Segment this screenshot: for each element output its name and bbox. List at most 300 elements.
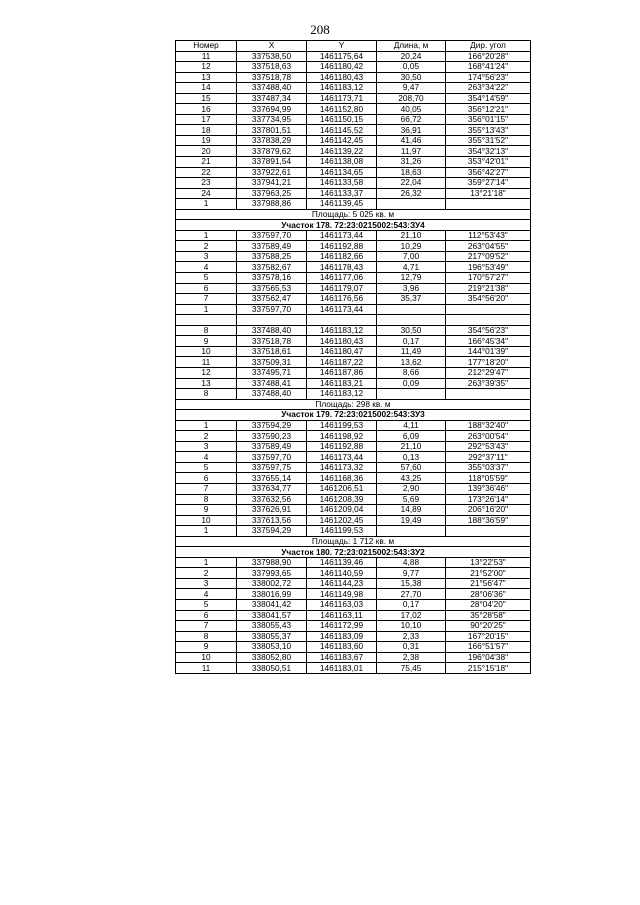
segment-length [377, 304, 446, 315]
point-number: 1 [176, 304, 237, 315]
point-number: 21 [176, 157, 237, 168]
point-number: 4 [176, 262, 237, 273]
point-number: 14 [176, 83, 237, 94]
bearing-angle: 355°13'43" [446, 125, 531, 136]
point-number: 17 [176, 114, 237, 125]
table-body [176, 51, 531, 673]
bearing-angle: 166°51'57" [446, 642, 531, 653]
x-coordinate: 337518,61 [237, 346, 307, 357]
x-coordinate: 338055,37 [237, 631, 307, 642]
area-summary: Площадь: 298 кв. м [176, 399, 531, 410]
table-row [176, 652, 531, 663]
bearing-angle: 21°56'47" [446, 578, 531, 589]
bearing-angle: 90°20'25" [446, 621, 531, 632]
segment-length: 10,10 [377, 621, 446, 632]
table-row [176, 473, 531, 484]
point-number: 22 [176, 167, 237, 178]
point-number: 5 [176, 462, 237, 473]
point-number: 2 [176, 241, 237, 252]
segment-length: 41,46 [377, 135, 446, 146]
y-coordinate: 1461138,08 [307, 157, 377, 168]
table-row [176, 51, 531, 62]
x-coordinate: 337632,56 [237, 494, 307, 505]
x-coordinate: 337488,40 [237, 83, 307, 94]
header-bearing: Дир. угол [446, 41, 531, 52]
bearing-angle [446, 315, 531, 326]
table-row [176, 146, 531, 157]
y-coordinate: 1461140,59 [307, 568, 377, 579]
segment-length: 66,72 [377, 114, 446, 125]
table-row [176, 273, 531, 284]
segment-length: 30,50 [377, 72, 446, 83]
x-coordinate: 337518,78 [237, 336, 307, 347]
table-row [176, 336, 531, 347]
y-coordinate: 1461206,51 [307, 483, 377, 494]
y-coordinate: 1461145,52 [307, 125, 377, 136]
x-coordinate: 337922,61 [237, 167, 307, 178]
segment-length [377, 315, 446, 326]
y-coordinate: 1461180,42 [307, 62, 377, 73]
table-row [176, 251, 531, 262]
point-number: 1 [176, 526, 237, 537]
segment-length: 11,49 [377, 346, 446, 357]
point-number: 19 [176, 135, 237, 146]
y-coordinate: 1461183,12 [307, 389, 377, 400]
y-coordinate: 1461209,04 [307, 505, 377, 516]
bearing-angle: 356°42'27" [446, 167, 531, 178]
x-coordinate: 337590,23 [237, 431, 307, 442]
segment-length: 7,00 [377, 251, 446, 262]
point-number: 23 [176, 178, 237, 189]
x-coordinate: 337582,67 [237, 262, 307, 273]
table-row [176, 93, 531, 104]
point-number: 11 [176, 51, 237, 62]
x-coordinate: 337597,75 [237, 462, 307, 473]
segment-length [377, 199, 446, 210]
bearing-angle: 13°21'18" [446, 188, 531, 199]
x-coordinate: 337613,56 [237, 515, 307, 526]
point-number: 1 [176, 230, 237, 241]
x-coordinate: 337488,40 [237, 389, 307, 400]
point-number: 8 [176, 631, 237, 642]
bearing-angle: 215°15'18" [446, 663, 531, 674]
table-row [176, 568, 531, 579]
y-coordinate: 1461187,22 [307, 357, 377, 368]
point-number: 11 [176, 357, 237, 368]
segment-length: 6,09 [377, 431, 446, 442]
x-coordinate: 337589,49 [237, 441, 307, 452]
point-number: 4 [176, 589, 237, 600]
segment-length: 31,26 [377, 157, 446, 168]
section-title-row [176, 547, 531, 558]
y-coordinate: 1461183,12 [307, 83, 377, 94]
bearing-angle: 35°28'58" [446, 610, 531, 621]
point-number: 11 [176, 663, 237, 674]
bearing-angle: 170°57'27" [446, 273, 531, 284]
table-row [176, 515, 531, 526]
y-coordinate: 1461182,66 [307, 251, 377, 262]
x-coordinate: 338002,72 [237, 578, 307, 589]
table-row [176, 578, 531, 589]
y-coordinate: 1461168,36 [307, 473, 377, 484]
bearing-angle: 212°29'47" [446, 367, 531, 378]
y-coordinate: 1461173,32 [307, 462, 377, 473]
table-row [176, 526, 531, 537]
table-row [176, 631, 531, 642]
header-x: X [237, 41, 307, 52]
table-row [176, 230, 531, 241]
table-row [176, 420, 531, 431]
table-row [176, 283, 531, 294]
x-coordinate: 337594,29 [237, 526, 307, 537]
segment-length: 0,17 [377, 599, 446, 610]
table-row [176, 104, 531, 115]
x-coordinate: 337891,54 [237, 157, 307, 168]
bearing-angle: 112°53'43" [446, 230, 531, 241]
y-coordinate: 1461198,92 [307, 431, 377, 442]
table-row [176, 557, 531, 568]
point-number: 10 [176, 515, 237, 526]
bearing-angle: 359°27'14" [446, 178, 531, 189]
point-number: 1 [176, 199, 237, 210]
y-coordinate: 1461133,58 [307, 178, 377, 189]
point-number: 6 [176, 283, 237, 294]
segment-length: 2,38 [377, 652, 446, 663]
segment-length: 11,97 [377, 146, 446, 157]
bearing-angle [446, 304, 531, 315]
point-number: 10 [176, 652, 237, 663]
table-row [176, 114, 531, 125]
segment-length: 57,60 [377, 462, 446, 473]
x-coordinate: 338016,99 [237, 589, 307, 600]
header-row [176, 41, 531, 52]
point-number: 13 [176, 72, 237, 83]
y-coordinate: 1461192,88 [307, 441, 377, 452]
bearing-angle: 196°04'38" [446, 652, 531, 663]
x-coordinate: 337993,65 [237, 568, 307, 579]
table-row [176, 441, 531, 452]
x-coordinate: 337941,21 [237, 178, 307, 189]
x-coordinate: 337562,47 [237, 294, 307, 305]
x-coordinate: 337626,91 [237, 505, 307, 516]
bearing-angle: 354°56'20" [446, 294, 531, 305]
bearing-angle: 166°20'28" [446, 51, 531, 62]
x-coordinate: 338041,42 [237, 599, 307, 610]
segment-length: 43,25 [377, 473, 446, 484]
segment-length: 208,70 [377, 93, 446, 104]
x-coordinate: 338055,43 [237, 621, 307, 632]
y-coordinate: 1461178,43 [307, 262, 377, 273]
bearing-angle: 118°05'59" [446, 473, 531, 484]
point-number: 18 [176, 125, 237, 136]
point-number: 8 [176, 389, 237, 400]
segment-length: 40,05 [377, 104, 446, 115]
y-coordinate: 1461173,44 [307, 452, 377, 463]
point-number: 9 [176, 642, 237, 653]
y-coordinate: 1461202,45 [307, 515, 377, 526]
x-coordinate: 337578,16 [237, 273, 307, 284]
point-number: 15 [176, 93, 237, 104]
x-coordinate: 337879,62 [237, 146, 307, 157]
table-row [176, 125, 531, 136]
y-coordinate: 1461139,22 [307, 146, 377, 157]
y-coordinate: 1461183,21 [307, 378, 377, 389]
bearing-angle: 21°52'00" [446, 568, 531, 579]
bearing-angle: 188°36'59" [446, 515, 531, 526]
segment-length: 5,69 [377, 494, 446, 505]
segment-length: 0,13 [377, 452, 446, 463]
y-coordinate: 1461199,53 [307, 526, 377, 537]
segment-length: 14,89 [377, 505, 446, 516]
segment-length: 4,88 [377, 557, 446, 568]
y-coordinate: 1461133,37 [307, 188, 377, 199]
x-coordinate: 337988,90 [237, 557, 307, 568]
x-coordinate: 338050,51 [237, 663, 307, 674]
header-y: Y [307, 41, 377, 52]
area-row [176, 399, 531, 410]
bearing-angle: 28°06'36" [446, 589, 531, 600]
coordinates-table [175, 40, 531, 674]
y-coordinate: 1461179,07 [307, 283, 377, 294]
bearing-angle: 292°37'11" [446, 452, 531, 463]
y-coordinate: 1461192,88 [307, 241, 377, 252]
bearing-angle: 263°00'54" [446, 431, 531, 442]
y-coordinate: 1461173,44 [307, 304, 377, 315]
table-row [176, 378, 531, 389]
y-coordinate: 1461183,12 [307, 325, 377, 336]
segment-length: 13,62 [377, 357, 446, 368]
bearing-angle: 292°53'43" [446, 441, 531, 452]
bearing-angle: 139°36'46" [446, 483, 531, 494]
bearing-angle: 173°26'14" [446, 494, 531, 505]
point-number: 13 [176, 378, 237, 389]
y-coordinate: 1461150,15 [307, 114, 377, 125]
segment-length: 3,96 [377, 283, 446, 294]
table-row [176, 199, 531, 210]
bearing-angle [446, 199, 531, 210]
bearing-angle: 353°42'01" [446, 157, 531, 168]
segment-length [377, 389, 446, 400]
bearing-angle: 196°53'49" [446, 262, 531, 273]
bearing-angle: 355°31'52" [446, 135, 531, 146]
segment-length: 19,49 [377, 515, 446, 526]
table-row [176, 367, 531, 378]
bearing-angle: 144°01'39" [446, 346, 531, 357]
point-number: 8 [176, 325, 237, 336]
y-coordinate: 1461177,06 [307, 273, 377, 284]
x-coordinate: 337509,31 [237, 357, 307, 368]
table-row [176, 315, 531, 326]
y-coordinate: 1461176,56 [307, 294, 377, 305]
bearing-angle: 206°16'20" [446, 505, 531, 516]
table-row [176, 663, 531, 674]
segment-length: 9,47 [377, 83, 446, 94]
section-title-row [176, 220, 531, 231]
y-coordinate: 1461183,67 [307, 652, 377, 663]
point-number: 20 [176, 146, 237, 157]
header-length: Длина, м [377, 41, 446, 52]
bearing-angle: 219°21'38" [446, 283, 531, 294]
table-header [176, 41, 531, 52]
x-coordinate: 337597,70 [237, 452, 307, 463]
x-coordinate: 337589,49 [237, 241, 307, 252]
table-row [176, 294, 531, 305]
area-row [176, 536, 531, 547]
bearing-angle: 217°09'52" [446, 251, 531, 262]
bearing-angle: 263°39'35" [446, 378, 531, 389]
table-row [176, 346, 531, 357]
table-row [176, 642, 531, 653]
bearing-angle: 166°45'34" [446, 336, 531, 347]
bearing-angle: 177°18'20" [446, 357, 531, 368]
segment-length: 30,50 [377, 325, 446, 336]
table-row [176, 357, 531, 368]
bearing-angle: 355°03'37" [446, 462, 531, 473]
y-coordinate [307, 315, 377, 326]
y-coordinate: 1461173,44 [307, 230, 377, 241]
segment-length: 10,29 [377, 241, 446, 252]
y-coordinate: 1461142,45 [307, 135, 377, 146]
segment-length: 26,32 [377, 188, 446, 199]
x-coordinate: 337565,53 [237, 283, 307, 294]
segment-length: 4,71 [377, 262, 446, 273]
y-coordinate: 1461139,46 [307, 557, 377, 568]
area-summary: Площадь: 1 712 кв. м [176, 536, 531, 547]
bearing-angle [446, 389, 531, 400]
table-row [176, 241, 531, 252]
point-number: 4 [176, 452, 237, 463]
x-coordinate: 338052,80 [237, 652, 307, 663]
point-number: 1 [176, 420, 237, 431]
segment-length: 8,66 [377, 367, 446, 378]
y-coordinate: 1461208,39 [307, 494, 377, 505]
segment-length: 17,02 [377, 610, 446, 621]
table-row [176, 483, 531, 494]
segment-length: 0,31 [377, 642, 446, 653]
table-row [176, 178, 531, 189]
table-row [176, 157, 531, 168]
segment-length: 12,79 [377, 273, 446, 284]
table-row [176, 167, 531, 178]
point-number: 12 [176, 62, 237, 73]
x-coordinate: 337634,77 [237, 483, 307, 494]
point-number: 9 [176, 505, 237, 516]
y-coordinate: 1461173,71 [307, 93, 377, 104]
x-coordinate: 337734,95 [237, 114, 307, 125]
table-row [176, 505, 531, 516]
x-coordinate: 337597,70 [237, 304, 307, 315]
x-coordinate: 337487,34 [237, 93, 307, 104]
segment-length: 2,90 [377, 483, 446, 494]
point-number: 16 [176, 104, 237, 115]
table-row [176, 462, 531, 473]
section-title: Участок 179. 72:23:0215002:543:ЗУ3 [176, 410, 531, 421]
segment-length: 18,63 [377, 167, 446, 178]
y-coordinate: 1461180,47 [307, 346, 377, 357]
bearing-angle: 174°56'23" [446, 72, 531, 83]
y-coordinate: 1461180,43 [307, 72, 377, 83]
area-summary: Площадь: 5 025 кв. м [176, 209, 531, 220]
table-row [176, 389, 531, 400]
point-number: 1 [176, 557, 237, 568]
bearing-angle: 263°34'22" [446, 83, 531, 94]
bearing-angle: 354°14'59" [446, 93, 531, 104]
section-title: Участок 178. 72:23:0215002:543:ЗУ4 [176, 220, 531, 231]
bearing-angle: 263°04'55" [446, 241, 531, 252]
y-coordinate: 1461163,03 [307, 599, 377, 610]
x-coordinate: 337694,99 [237, 104, 307, 115]
table-row [176, 135, 531, 146]
segment-length: 9,77 [377, 568, 446, 579]
x-coordinate: 338053,10 [237, 642, 307, 653]
x-coordinate: 337597,70 [237, 230, 307, 241]
table-row [176, 599, 531, 610]
y-coordinate: 1461175,64 [307, 51, 377, 62]
y-coordinate: 1461183,09 [307, 631, 377, 642]
point-number: 5 [176, 273, 237, 284]
section-title-row [176, 410, 531, 421]
point-number: 6 [176, 610, 237, 621]
bearing-angle: 168°41'24" [446, 62, 531, 73]
x-coordinate: 337655,14 [237, 473, 307, 484]
table-row [176, 304, 531, 315]
table-row [176, 325, 531, 336]
point-number: 2 [176, 568, 237, 579]
bearing-angle: 354°56'23" [446, 325, 531, 336]
table-row [176, 452, 531, 463]
segment-length: 4,11 [377, 420, 446, 431]
segment-length: 21,10 [377, 230, 446, 241]
point-number: 7 [176, 621, 237, 632]
y-coordinate: 1461152,80 [307, 104, 377, 115]
y-coordinate: 1461187,86 [307, 367, 377, 378]
segment-length: 15,38 [377, 578, 446, 589]
x-coordinate: 337988,86 [237, 199, 307, 210]
segment-length: 0,17 [377, 336, 446, 347]
point-number: 7 [176, 483, 237, 494]
x-coordinate: 337838,29 [237, 135, 307, 146]
segment-length: 22,04 [377, 178, 446, 189]
x-coordinate: 337538,50 [237, 51, 307, 62]
page-number: 208 [310, 22, 330, 37]
y-coordinate: 1461183,60 [307, 642, 377, 653]
header-number: Номер [176, 41, 237, 52]
table-row [176, 188, 531, 199]
table-row [176, 621, 531, 632]
point-number: 24 [176, 188, 237, 199]
table-row [176, 610, 531, 621]
point-number: 5 [176, 599, 237, 610]
bearing-angle: 28°04'20" [446, 599, 531, 610]
y-coordinate: 1461199,53 [307, 420, 377, 431]
y-coordinate: 1461163,11 [307, 610, 377, 621]
segment-length: 20,24 [377, 51, 446, 62]
table-row [176, 83, 531, 94]
segment-length: 0,09 [377, 378, 446, 389]
table-row [176, 431, 531, 442]
x-coordinate: 337518,63 [237, 62, 307, 73]
segment-length [377, 526, 446, 537]
x-coordinate: 337518,78 [237, 72, 307, 83]
segment-length: 21,10 [377, 441, 446, 452]
bearing-angle: 13°22'53" [446, 557, 531, 568]
table-row [176, 494, 531, 505]
y-coordinate: 1461139,45 [307, 199, 377, 210]
point-number: 3 [176, 578, 237, 589]
bearing-angle [446, 526, 531, 537]
x-coordinate: 337588,25 [237, 251, 307, 262]
y-coordinate: 1461180,43 [307, 336, 377, 347]
